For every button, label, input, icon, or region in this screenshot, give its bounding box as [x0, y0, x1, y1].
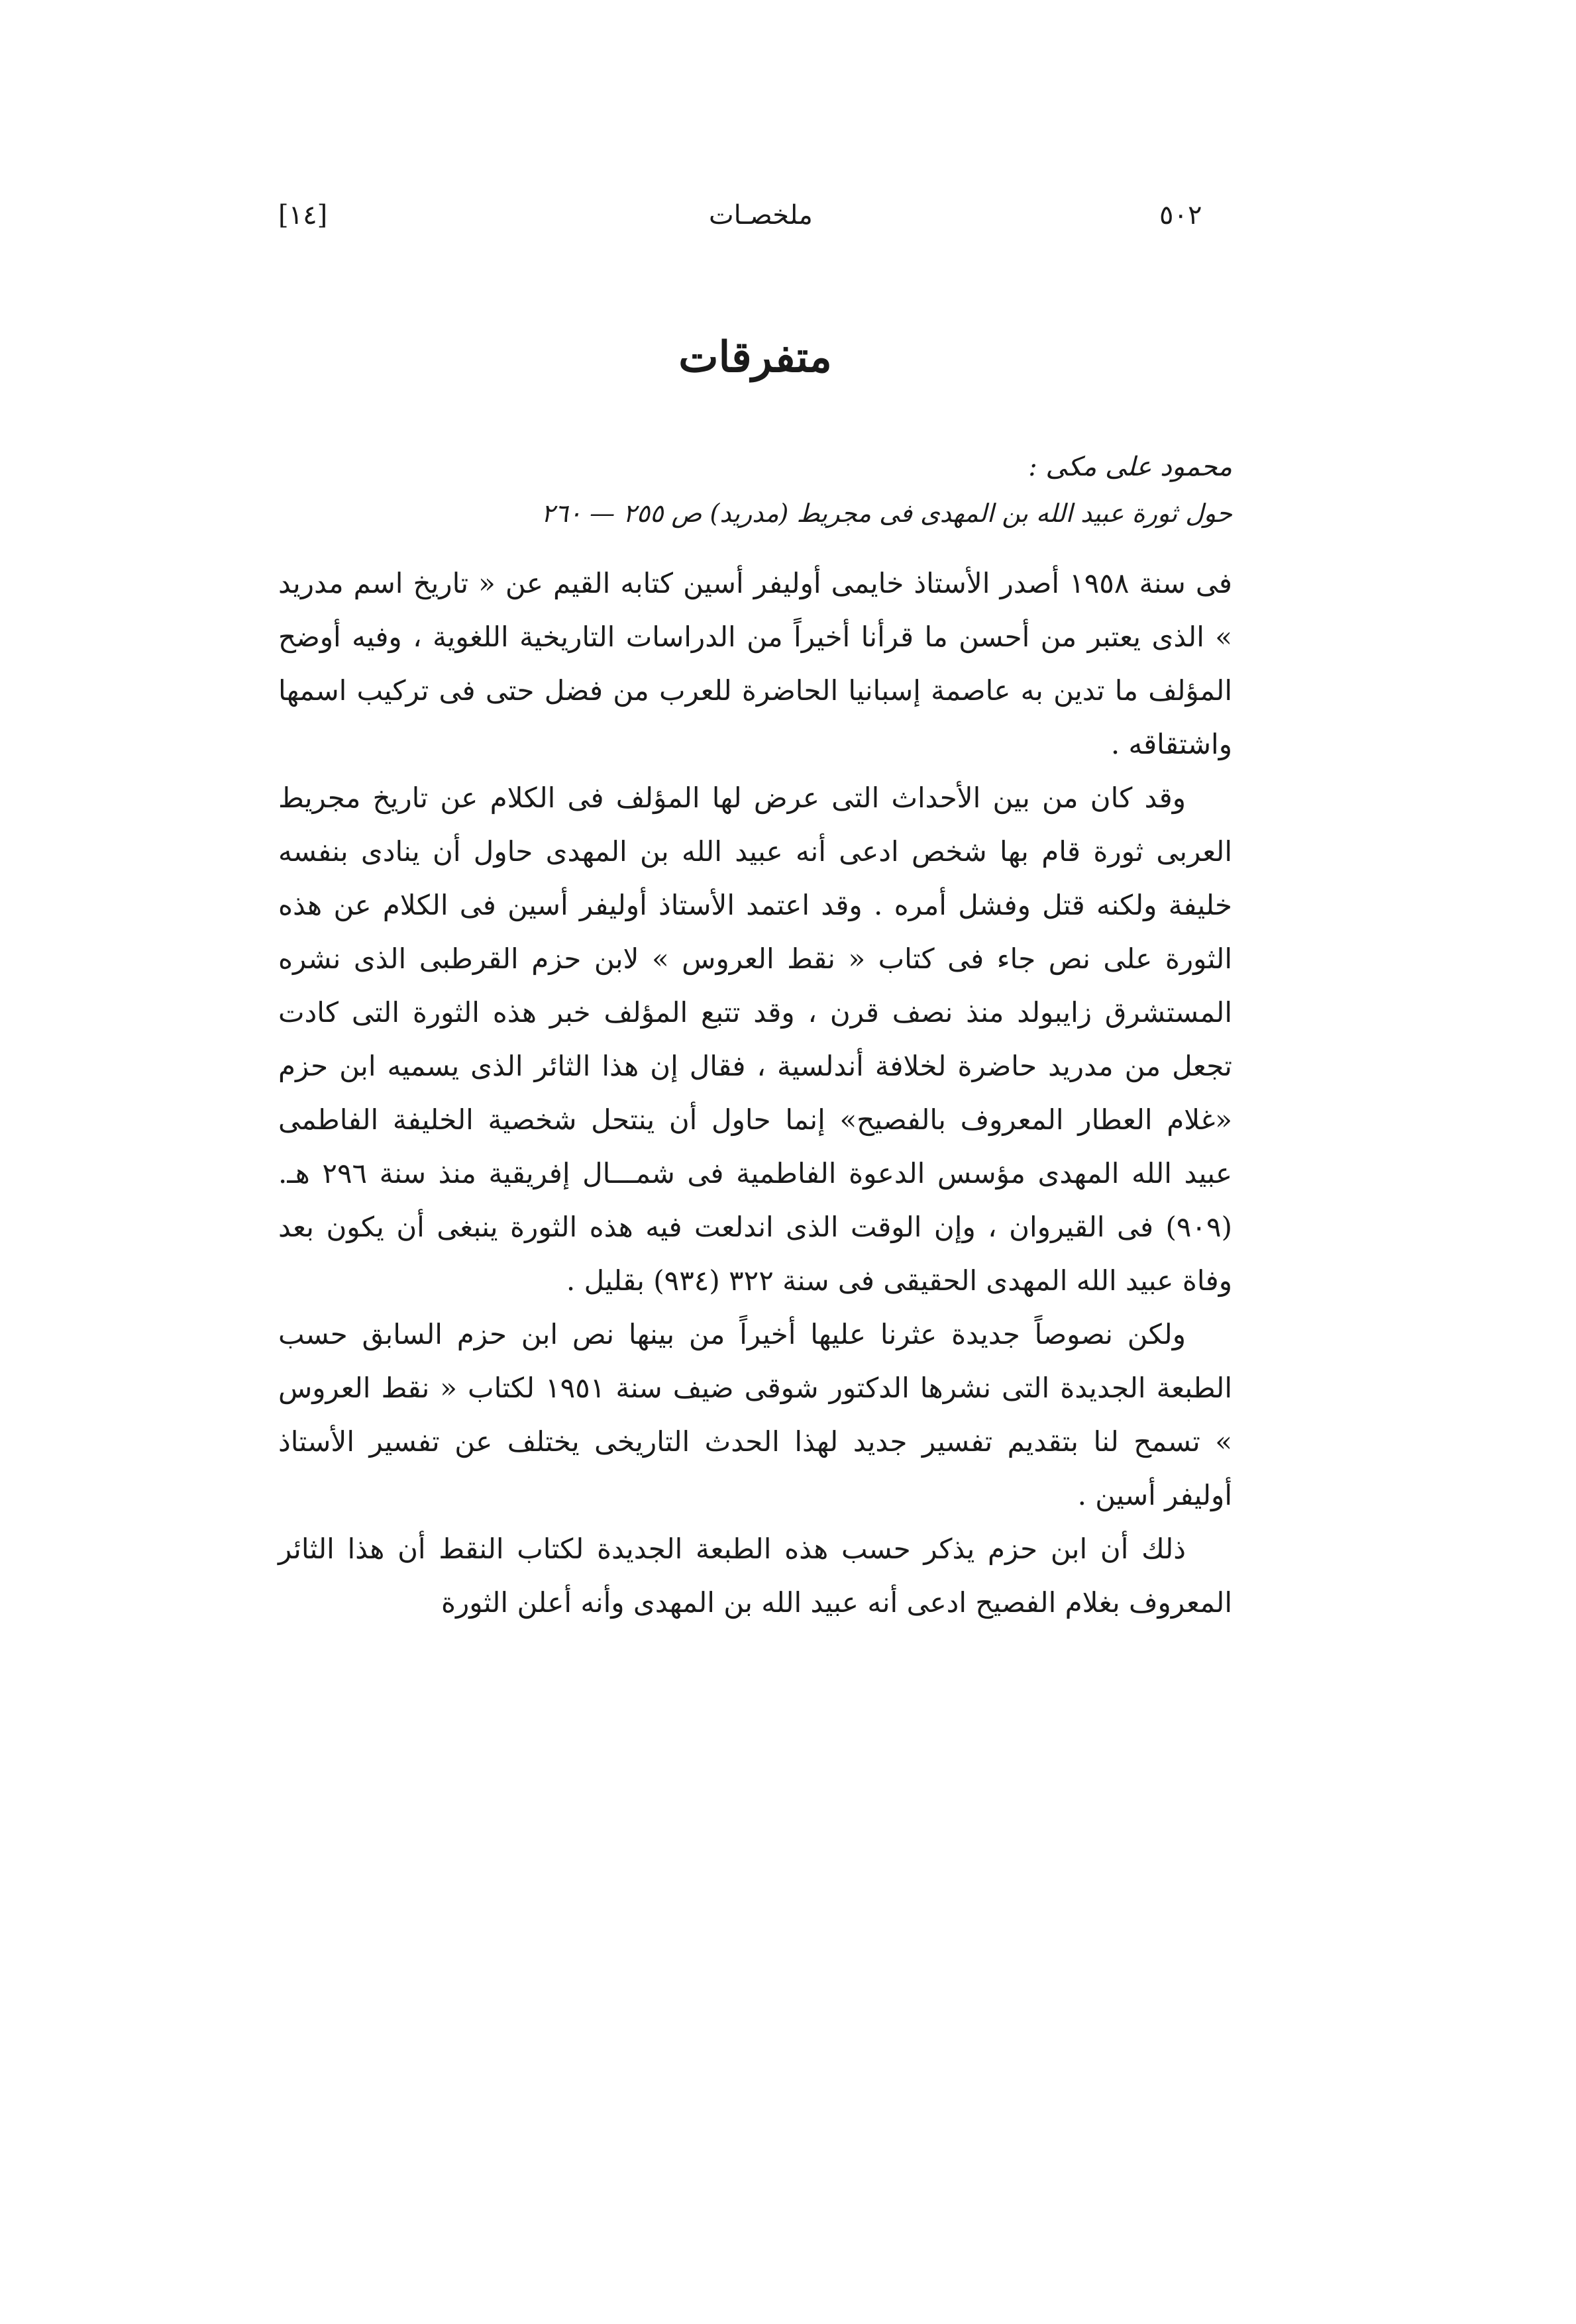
paragraph: فى سنة ١٩٥٨ أصدر الأستاذ خايمى أوليفر أسين كتابه القيم عن « تاريخ اسم مدريد » الذى يعتبر من أحسن ما قرأنا أخيراً من الدراسات التاريخية اللغوية ، وفيه أوضح المؤلف ما تدين به عاصمة إسبانيا الحاضرة للعرب من فضل حتى فى تركيب اسمها واشتقاقه . — [278, 567, 1232, 760]
paragraph: ذلك أن ابن حزم يذكر حسب هذه الطبعة الجديدة لكتاب النقط أن هذا الثائر المعروف بغلام الفصيح ادعى أنه عبيد الله بن المهدى وأنه أعلن الثورة — [278, 1533, 1232, 1619]
running-title: ملخصـات — [709, 200, 813, 230]
section-title: متفرقات — [678, 332, 832, 382]
article-title: حول ثورة عبيد الله بن المهدى فى مجريط (مدريد) ص ٢٥٥ — ٢٦٠ — [541, 499, 1232, 528]
article-body — [278, 556, 1232, 1629]
section-number: [١٤] — [278, 200, 328, 230]
paragraph: وقد كان من بين الأحداث التى عرض لها المؤلف فى الكلام عن تاريخ مجريط العربى ثورة قام بها شخص ادعى أنه عبيد الله بن المهدى حاول أن ينادى بنفسه خليفة ولكنه قتل وفشل أمره . وقد اعتمد الأستاذ أوليفر أسين فى الكلام عن هذه الثورة على نص جاء فى كتاب « نقط العروس » لابن حزم القرطبى الذى نشره المستشرق زايبولد منذ نصف قرن ، وقد تتبع المؤلف خبر هذه الثورة التى كادت تجعل من مدريد حاضرة لخلافة أندلسية ، فقال إن هذا الثائر الذى يسميه ابن حزم «غلام العطار المعروف بالفصيح» إنما حاول أن ينتحل شخصية الخليفة الفاطمى عبيد الله المهدى مؤسس الدعوة الفاطمية فى شمـــال إفريقية منذ سنة ٢٩٦ هـ. (٩٠٩) فى القيروان ، وإن الوقت الذى اندلعت فيه هذه الثورة ينبغى أن يكون بعد وفاة عبيد الله المهدى الحقيقى فى سنة ٣٢٢ (٩٣٤) بقليل . — [278, 782, 1232, 1297]
running-header — [278, 192, 1232, 238]
page-number: ٥٠٢ — [1159, 200, 1202, 230]
paragraph: ولكن نصوصاً جديدة عثرنا عليها أخيراً من بينها نص ابن حزم السابق حسب الطبعة الجديدة التى نشرها الدكتور شوقى ضيف سنة ١٩٥١ لكتاب « نقط العروس » تسمح لنا بتقديم تفسير جديد لهذا الحدث التاريخى يختلف عن تفسير الأستاذ أوليفر أسين . — [278, 1318, 1232, 1511]
author-name: محمود على مكى : — [1028, 452, 1232, 482]
